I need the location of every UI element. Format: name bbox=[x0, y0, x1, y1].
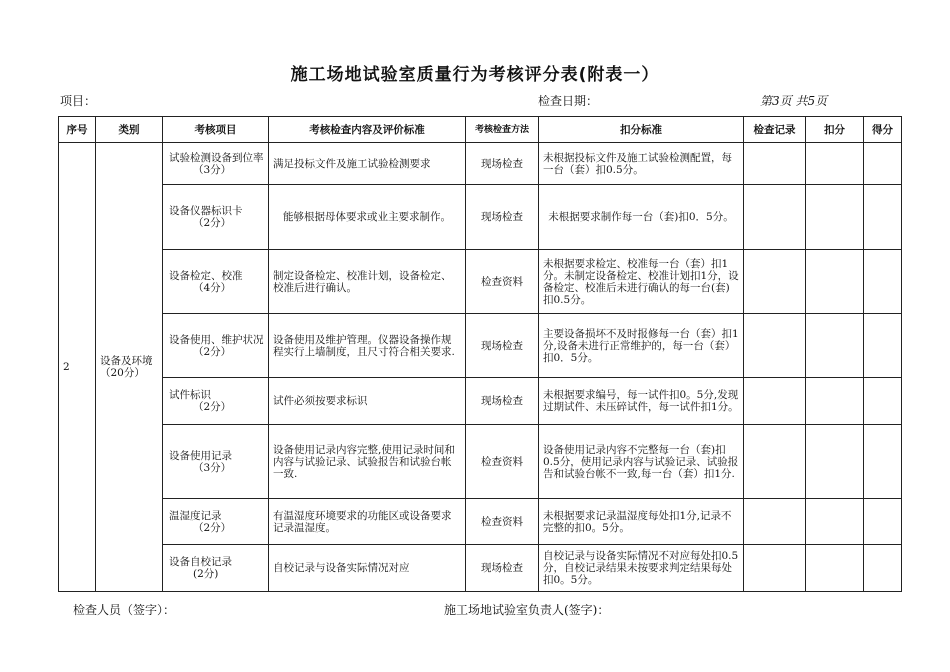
deduction-score-cell[interactable] bbox=[806, 425, 864, 499]
deduction-score-cell[interactable] bbox=[806, 250, 864, 314]
item-points: （4分） bbox=[193, 281, 232, 294]
table-row bbox=[59, 143, 902, 185]
check-date-label: 检查日期： bbox=[538, 94, 599, 108]
check-record-cell[interactable] bbox=[744, 314, 806, 378]
project-label: 项目： bbox=[60, 94, 97, 108]
item-cell bbox=[163, 314, 269, 378]
table-row bbox=[59, 499, 902, 545]
method-cell: 检查资料 bbox=[466, 250, 539, 314]
method-cell: 现场检查 bbox=[466, 143, 539, 185]
check-record-cell[interactable] bbox=[744, 143, 806, 185]
inspector-signature-label: 检查人员（签字）： bbox=[73, 603, 176, 617]
item-cell bbox=[163, 545, 269, 592]
method-cell: 现场检查 bbox=[466, 378, 539, 425]
table-row bbox=[59, 185, 902, 250]
method-cell: 现场检查 bbox=[466, 185, 539, 250]
deduction-cell: 未根据投标文件及施工试验检测配置，每一台（套）扣0.5分。 bbox=[539, 143, 744, 185]
score-cell[interactable] bbox=[864, 425, 902, 499]
deduction-cell: 未根据要求检定、校准每一台（套）扣1分。未制定设备检定、校准计划扣1分，设备检定、校准后未进行确认的每一台(套)扣0.5分。 bbox=[539, 250, 744, 314]
header-item: 考核项目 bbox=[163, 117, 269, 143]
header-category: 类别 bbox=[96, 117, 163, 143]
content-cell: 自校记录与设备实际情况对应 bbox=[269, 545, 466, 592]
table-row bbox=[59, 545, 902, 592]
deduction-cell: 自校记录与设备实际情况不对应每处扣0.5分，自校记录结果未按要求判定结果每处扣0。5分。 bbox=[539, 545, 744, 592]
score-cell[interactable] bbox=[864, 499, 902, 545]
content-cell: 满足投标文件及施工试验检测要求 bbox=[269, 143, 466, 185]
item-cell bbox=[163, 250, 269, 314]
deduction-cell: 主要设备损坏不及时报修每一台（套）扣1分,设备未进行正常维护的，每一台（套）扣0．5分。 bbox=[539, 314, 744, 378]
content-cell: 试件必须按要求标识 bbox=[269, 378, 466, 425]
method-cell: 检查资料 bbox=[466, 499, 539, 545]
item-name: 设备仪器标识卡 bbox=[169, 205, 243, 217]
score-cell[interactable] bbox=[864, 545, 902, 592]
content-cell: 有温湿度环境要求的功能区或设备要求记录温湿度。 bbox=[269, 499, 466, 545]
evaluation-table bbox=[58, 116, 902, 592]
check-record-cell[interactable] bbox=[744, 545, 806, 592]
item-cell bbox=[163, 185, 269, 250]
check-record-cell[interactable] bbox=[744, 378, 806, 425]
check-record-cell[interactable] bbox=[744, 425, 806, 499]
item-points: （2分） bbox=[193, 345, 232, 358]
deduction-cell: 设备使用记录内容不完整每一台（套)扣0.5分，使用记录内容与试验记录、试验报告和试验台帐不一致,每一台（套）扣1分. bbox=[539, 425, 744, 499]
item-points: （2分） bbox=[193, 217, 232, 229]
item-points: (2分) bbox=[193, 568, 219, 580]
header-score: 得分 bbox=[864, 117, 902, 143]
item-cell bbox=[163, 499, 269, 545]
score-cell[interactable] bbox=[864, 250, 902, 314]
method-cell: 检查资料 bbox=[466, 425, 539, 499]
item-name: 设备检定、校准 bbox=[169, 269, 243, 282]
check-record-cell[interactable] bbox=[744, 250, 806, 314]
item-name: 试验检测设备到位率 bbox=[169, 151, 264, 164]
document-title: 施工场地试验室质量行为考核评分表(附表一） bbox=[290, 65, 660, 85]
score-cell[interactable] bbox=[864, 185, 902, 250]
table-row bbox=[59, 250, 902, 314]
item-points: （2分） bbox=[193, 521, 232, 534]
item-cell bbox=[163, 425, 269, 499]
seq-cell: 2 bbox=[59, 143, 96, 592]
score-cell[interactable] bbox=[864, 314, 902, 378]
table-row bbox=[59, 425, 902, 499]
category-cell: 设备及环境（20分） bbox=[96, 143, 163, 592]
check-record-cell[interactable] bbox=[744, 499, 806, 545]
header-check-record: 检查记录 bbox=[744, 117, 806, 143]
deduction-score-cell[interactable] bbox=[806, 545, 864, 592]
table-row bbox=[59, 378, 902, 425]
deduction-cell: 未根据要求编号，每一试件扣0。5分,发现过期试件、未压碎试件，每一试件扣1分。 bbox=[539, 378, 744, 425]
check-record-cell[interactable] bbox=[744, 185, 806, 250]
header-row bbox=[59, 117, 902, 143]
table-row bbox=[59, 314, 902, 378]
page-info: 第3页 共5页 bbox=[760, 94, 828, 108]
item-name: 设备使用、维护状况 bbox=[169, 333, 264, 346]
item-name: 设备使用记录 bbox=[169, 449, 232, 462]
content-cell: 能够根据母体要求或业主要求制作。 bbox=[269, 185, 466, 250]
content-cell: 设备使用记录内容完整,使用记录时间和内容与试验记录、试验报告和试验台帐一致. bbox=[269, 425, 466, 499]
content-cell: 设备使用及维护管理。仪器设备操作规程实行上墙制度，且尺寸符合相关要求. bbox=[269, 314, 466, 378]
header-seq: 序号 bbox=[59, 117, 96, 143]
deduction-score-cell[interactable] bbox=[806, 314, 864, 378]
deduction-score-cell[interactable] bbox=[806, 499, 864, 545]
deduction-score-cell[interactable] bbox=[806, 143, 864, 185]
deduction-score-cell[interactable] bbox=[806, 378, 864, 425]
score-cell[interactable] bbox=[864, 378, 902, 425]
item-name: 设备自校记录 bbox=[169, 556, 232, 568]
item-cell bbox=[163, 143, 269, 185]
score-cell[interactable] bbox=[864, 143, 902, 185]
deduction-cell: 未根据要求制作每一台（套)扣0．5分。 bbox=[539, 185, 744, 250]
header-content: 考核检查内容及评价标准 bbox=[269, 117, 466, 143]
lab-head-signature-label: 施工场地试验室负责人(签字)： bbox=[444, 603, 610, 617]
item-cell bbox=[163, 378, 269, 425]
item-name: 试件标识 bbox=[169, 389, 211, 401]
item-points: （3分） bbox=[193, 461, 232, 474]
header-method: 考核检查方法 bbox=[466, 117, 539, 143]
header-deduction-standard: 扣分标准 bbox=[539, 117, 744, 143]
item-name: 温湿度记录 bbox=[169, 509, 222, 522]
deduction-cell: 未根据要求记录温湿度每处扣1分,记录不完整的扣0。5分。 bbox=[539, 499, 744, 545]
method-cell: 现场检查 bbox=[466, 545, 539, 592]
item-points: （3分） bbox=[193, 163, 232, 176]
deduction-score-cell[interactable] bbox=[806, 185, 864, 250]
content-cell: 制定设备检定、校准计划，设备检定、校准后进行确认。 bbox=[269, 250, 466, 314]
item-points: （2分） bbox=[193, 401, 232, 413]
method-cell: 现场检查 bbox=[466, 314, 539, 378]
header-deduction: 扣分 bbox=[806, 117, 864, 143]
